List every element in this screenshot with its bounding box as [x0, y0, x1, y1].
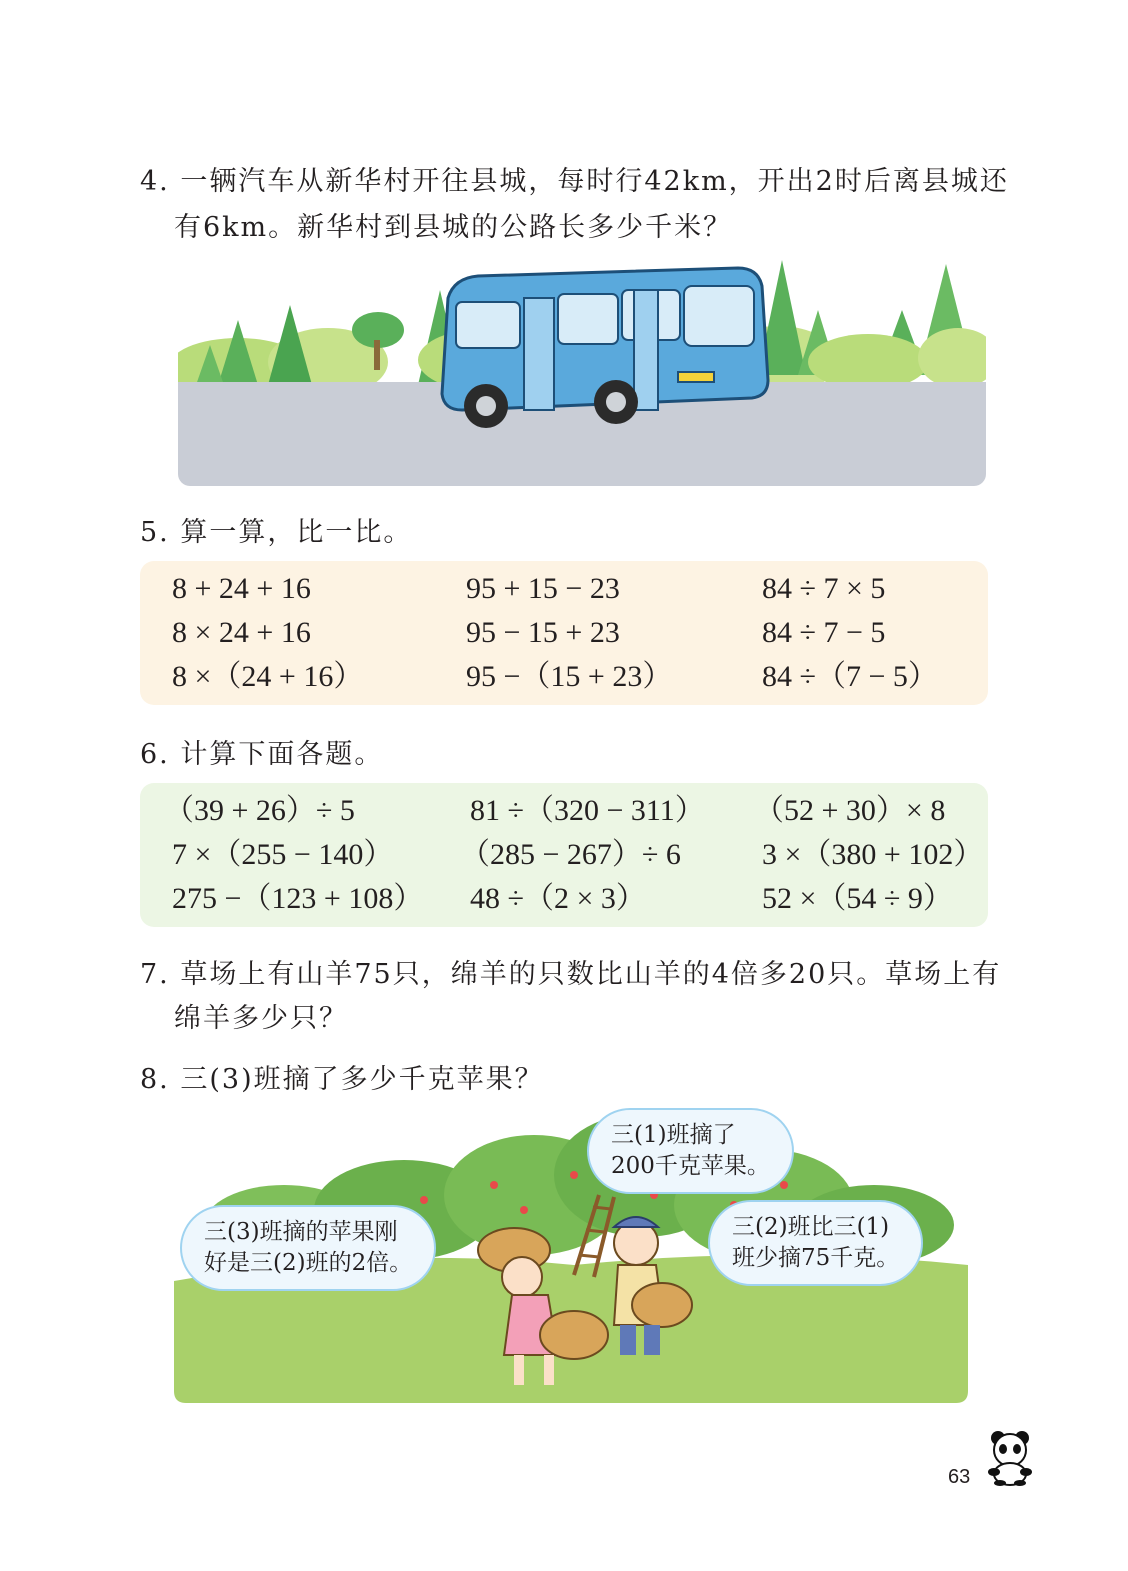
q7-line1: 草场上有山羊75只，绵羊的只数比山羊的4倍多20只。草场上有 [180, 959, 1002, 990]
q6-title: 计算下面各题。 [180, 739, 384, 770]
q6-expr: 3 ×（380 + 102） [762, 838, 984, 871]
page-number: 63 [948, 1466, 971, 1488]
q5-heading [140, 511, 412, 555]
q6-heading [140, 733, 383, 777]
q4-line2: 有6km。新华村到县城的公路长多少千米？ [174, 212, 733, 243]
q8-heading [140, 1058, 544, 1102]
q5-box [140, 561, 988, 705]
q6-expr: （52 + 30）× 8 [754, 794, 946, 827]
q5-expr: 84 ÷ 7 − 5 [762, 616, 886, 649]
q6-expr: （39 + 26）÷ 5 [164, 794, 355, 827]
bubble1-line1: 三(1)班摘了 [611, 1122, 736, 1148]
speech-bubble-class3 [180, 1205, 436, 1291]
panda-icon [984, 1430, 1036, 1486]
q7-text [140, 953, 1001, 997]
q6-box [140, 783, 988, 927]
q5-expr: 8 ×（24 + 16） [172, 660, 364, 693]
q5-expr: 95 − 15 + 23 [466, 616, 620, 649]
q7-line2: 绵羊多少只？ [174, 1003, 348, 1034]
q5-expr: 95 + 15 − 23 [466, 572, 620, 605]
q8-number: 8. [140, 1064, 170, 1095]
q5-expr: 84 ÷ 7 × 5 [762, 572, 886, 605]
speech-bubble-class2 [708, 1200, 923, 1286]
q6-expr: （285 − 267）÷ 6 [460, 838, 681, 871]
bubble2-line2: 好是三(2)班的2倍。 [204, 1250, 413, 1276]
bubble3-line2: 班少摘75千克。 [732, 1245, 900, 1271]
bubble1-line2: 200千克苹果。 [611, 1153, 770, 1179]
q6-expr: 275 −（123 + 108） [172, 882, 424, 915]
q5-expr: 95 −（15 + 23） [466, 660, 673, 693]
bubble2-line1: 三(3)班摘的苹果刚 [204, 1219, 398, 1245]
q6-expr: 52 ×（54 ÷ 9） [762, 882, 953, 915]
q4-text [140, 160, 1009, 204]
q5-expr: 8 × 24 + 16 [172, 616, 311, 649]
bus-illustration [178, 250, 986, 486]
q4-line1: 一辆汽车从新华村开往县城，每时行42km，开出2时后离县城还 [180, 166, 1009, 197]
q4-number: 4. [140, 166, 170, 197]
q7-number: 7. [140, 959, 170, 990]
q6-number: 6. [140, 739, 170, 770]
q5-number: 5. [140, 517, 170, 548]
q8-title: 三(3)班摘了多少千克苹果？ [180, 1064, 544, 1095]
q5-expr: 84 ÷（7 − 5） [762, 660, 938, 693]
speech-bubble-class1 [587, 1108, 794, 1194]
q6-expr: 81 ÷（320 − 311） [470, 794, 705, 827]
q6-expr: 7 ×（255 − 140） [172, 838, 394, 871]
bubble3-line1: 三(2)班比三(1) [732, 1214, 890, 1240]
q6-expr: 48 ÷（2 × 3） [470, 882, 646, 915]
q5-expr: 8 + 24 + 16 [172, 572, 311, 605]
q5-title: 算一算，比一比。 [180, 517, 413, 548]
